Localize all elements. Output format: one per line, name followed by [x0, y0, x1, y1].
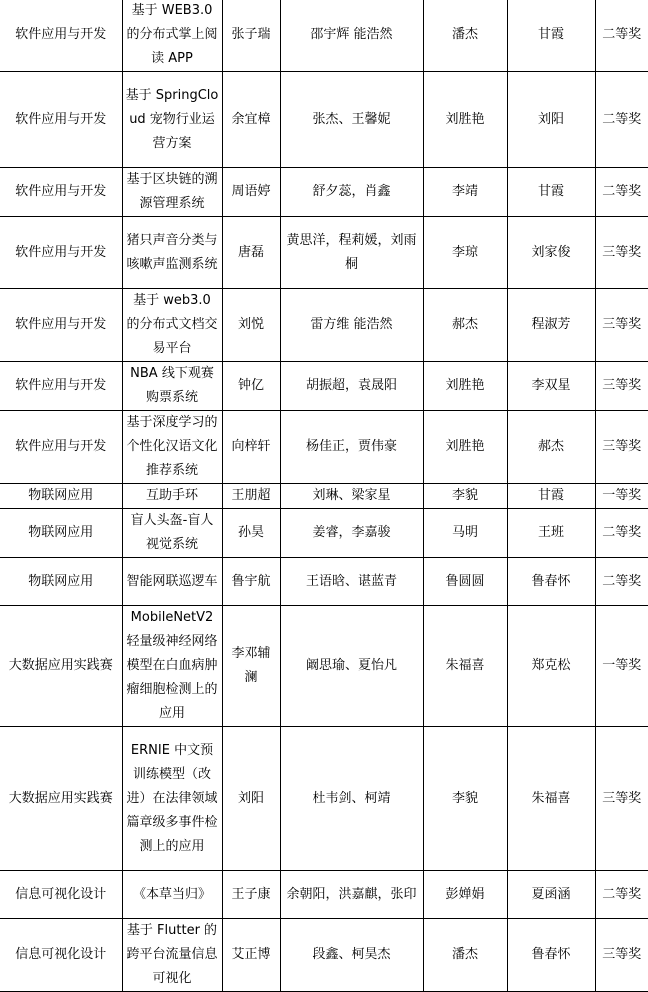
project-cell: 盲人头盔-盲人视觉系统 [122, 509, 222, 558]
project-cell: NBA 线下观赛购票系统 [122, 362, 222, 411]
members-cell: 张杰、王馨妮 [280, 72, 423, 168]
teacher-cell: 李貌 [423, 727, 507, 871]
leader-cell: 鲁宇航 [222, 558, 280, 606]
leader-cell: 张子瑞 [222, 0, 280, 72]
project-cell: 基于深度学习的个性化汉语文化推荐系统 [122, 411, 222, 484]
teacher-cell: 鲁春怀 [507, 558, 595, 606]
project-cell: 基于 Flutter 的跨平台流量信息可视化 [122, 919, 222, 992]
teacher-cell: 王班 [507, 509, 595, 558]
category-cell: 软件应用与开发 [0, 72, 122, 168]
award-cell: 二等奖 [595, 0, 648, 72]
teacher-cell: 刘胜艳 [423, 72, 507, 168]
leader-cell: 李邓辅澜 [222, 606, 280, 727]
members-cell: 阚思瑜、夏怡凡 [280, 606, 423, 727]
project-cell: 基于区块链的溯源管理系统 [122, 168, 222, 217]
award-cell: 一等奖 [595, 484, 648, 509]
members-cell: 姜睿，李嘉骏 [280, 509, 423, 558]
category-cell: 软件应用与开发 [0, 362, 122, 411]
teacher-cell: 刘阳 [507, 72, 595, 168]
award-cell: 二等奖 [595, 168, 648, 217]
table-row [0, 0, 648, 72]
category-cell: 物联网应用 [0, 484, 122, 509]
leader-cell: 王子康 [222, 871, 280, 919]
leader-cell: 余宜樟 [222, 72, 280, 168]
teacher-cell: 甘霞 [507, 168, 595, 217]
project-cell: 基于 web3.0 的分布式文档交易平台 [122, 289, 222, 362]
category-cell: 软件应用与开发 [0, 289, 122, 362]
project-cell: MobileNetV2 轻量级神经网络模型在白血病肿瘤细胞检测上的应用 [122, 606, 222, 727]
teacher-cell: 郝杰 [507, 411, 595, 484]
teacher-cell: 潘杰 [423, 919, 507, 992]
award-cell: 一等奖 [595, 606, 648, 727]
project-cell: 《本草当归》 [122, 871, 222, 919]
leader-cell: 王朋超 [222, 484, 280, 509]
project-cell: 猪只声音分类与咳嗽声监测系统 [122, 217, 222, 289]
members-cell: 王语晗、谌蓝青 [280, 558, 423, 606]
leader-cell: 刘阳 [222, 727, 280, 871]
category-cell: 信息可视化设计 [0, 871, 122, 919]
award-cell: 三等奖 [595, 362, 648, 411]
teacher-cell: 李双星 [507, 362, 595, 411]
teacher-cell: 鲁春怀 [507, 919, 595, 992]
teacher-cell: 甘霞 [507, 484, 595, 509]
leader-cell: 向梓轩 [222, 411, 280, 484]
teacher-cell: 李琼 [423, 217, 507, 289]
category-cell: 物联网应用 [0, 558, 122, 606]
award-cell: 三等奖 [595, 919, 648, 992]
award-cell: 二等奖 [595, 509, 648, 558]
award-cell: 二等奖 [595, 871, 648, 919]
project-cell: 智能网联巡逻车 [122, 558, 222, 606]
table-row [0, 871, 648, 919]
members-cell: 胡振超，袁晟阳 [280, 362, 423, 411]
leader-cell: 周语婷 [222, 168, 280, 217]
members-cell: 舒夕蕊，肖鑫 [280, 168, 423, 217]
teacher-cell: 朱福喜 [423, 606, 507, 727]
project-cell: 基于 WEB3.0 的分布式掌上阅读 APP [122, 0, 222, 72]
teacher-cell: 程淑芳 [507, 289, 595, 362]
category-cell: 软件应用与开发 [0, 0, 122, 72]
members-cell: 黄思洋，程莉媛，刘雨桐 [280, 217, 423, 289]
teacher-cell: 彭婵娟 [423, 871, 507, 919]
category-cell: 软件应用与开发 [0, 411, 122, 484]
teacher-cell: 刘胜艳 [423, 411, 507, 484]
category-cell: 物联网应用 [0, 509, 122, 558]
award-cell: 三等奖 [595, 289, 648, 362]
members-cell: 杨佳正，贾伟豪 [280, 411, 423, 484]
table-row [0, 362, 648, 411]
teacher-cell: 甘霞 [507, 0, 595, 72]
members-cell: 雷方维 能浩然 [280, 289, 423, 362]
leader-cell: 艾正博 [222, 919, 280, 992]
award-cell: 二等奖 [595, 558, 648, 606]
table-row [0, 217, 648, 289]
leader-cell: 孙昊 [222, 509, 280, 558]
category-cell: 信息可视化设计 [0, 919, 122, 992]
leader-cell: 刘悦 [222, 289, 280, 362]
project-cell: ERNIE 中文预训练模型（改进）在法律领域篇章级多事件检测上的应用 [122, 727, 222, 871]
table-row [0, 727, 648, 871]
table-row [0, 168, 648, 217]
teacher-cell: 马明 [423, 509, 507, 558]
award-cell: 三等奖 [595, 217, 648, 289]
teacher-cell: 潘杰 [423, 0, 507, 72]
teacher-cell: 夏函涵 [507, 871, 595, 919]
leader-cell: 钟亿 [222, 362, 280, 411]
category-cell: 软件应用与开发 [0, 217, 122, 289]
teacher-cell: 李貌 [423, 484, 507, 509]
table-row [0, 509, 648, 558]
table-row [0, 72, 648, 168]
table-row [0, 484, 648, 509]
table-row [0, 289, 648, 362]
award-cell: 二等奖 [595, 72, 648, 168]
members-cell: 杜韦剑、柯靖 [280, 727, 423, 871]
table-row [0, 411, 648, 484]
leader-cell: 唐磊 [222, 217, 280, 289]
teacher-cell: 郝杰 [423, 289, 507, 362]
teacher-cell: 刘胜艳 [423, 362, 507, 411]
table-row [0, 606, 648, 727]
members-cell: 邵宇辉 能浩然 [280, 0, 423, 72]
teacher-cell: 郑克松 [507, 606, 595, 727]
award-cell: 三等奖 [595, 727, 648, 871]
category-cell: 软件应用与开发 [0, 168, 122, 217]
members-cell: 余朝阳，洪嘉麒，张印 [280, 871, 423, 919]
project-cell: 基于 SpringCloud 宠物行业运营方案 [122, 72, 222, 168]
teacher-cell: 刘家俊 [507, 217, 595, 289]
members-cell: 刘琳、梁家星 [280, 484, 423, 509]
category-cell: 大数据应用实践赛 [0, 606, 122, 727]
teacher-cell: 李靖 [423, 168, 507, 217]
project-cell: 互助手环 [122, 484, 222, 509]
members-cell: 段鑫、柯昊杰 [280, 919, 423, 992]
teacher-cell: 朱福喜 [507, 727, 595, 871]
category-cell: 大数据应用实践赛 [0, 727, 122, 871]
teacher-cell: 鲁圆圆 [423, 558, 507, 606]
table-row [0, 558, 648, 606]
award-cell: 三等奖 [595, 411, 648, 484]
table-row [0, 919, 648, 992]
